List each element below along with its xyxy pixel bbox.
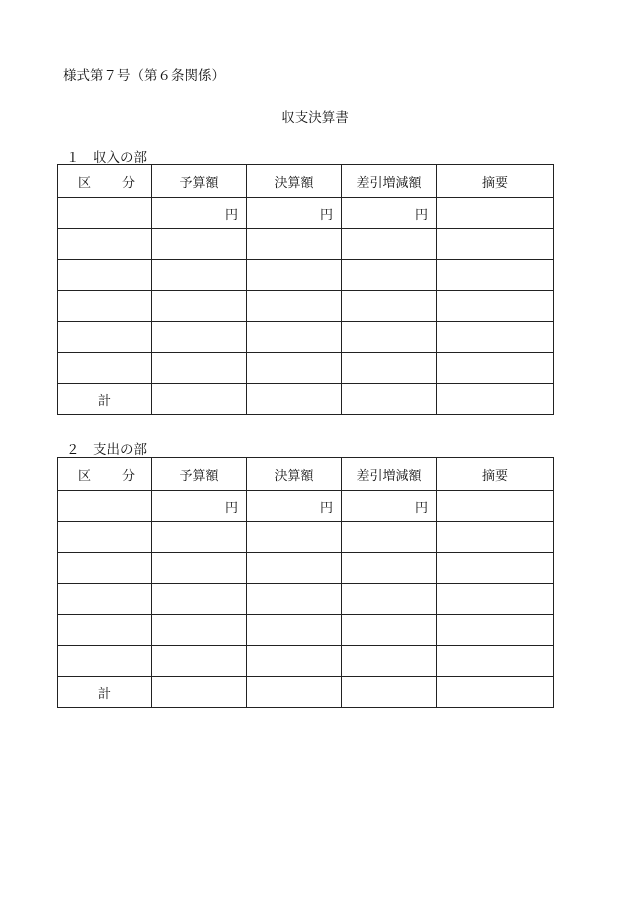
table-row (58, 353, 554, 384)
table-cell[interactable] (58, 522, 152, 553)
unit-cell[interactable]: 円 (152, 198, 247, 229)
table-row (58, 646, 554, 677)
table-cell[interactable] (437, 353, 554, 384)
category-header-right: 分 (121, 468, 135, 484)
table-header-row (58, 458, 554, 491)
expense-table (57, 457, 554, 708)
budget-header: 予算額 (152, 165, 247, 198)
table-cell[interactable] (58, 646, 152, 677)
table-cell[interactable] (58, 291, 152, 322)
table-cell[interactable] (152, 353, 247, 384)
unit-cell[interactable]: 円 (342, 491, 437, 522)
unit-cell[interactable]: 円 (342, 198, 437, 229)
category-header-right: 分 (121, 175, 135, 191)
table-row (58, 291, 554, 322)
difference-header: 差引増減額 (342, 458, 437, 491)
budget-header: 予算額 (152, 458, 247, 491)
table-cell[interactable] (437, 491, 554, 522)
remarks-header: 摘要 (437, 458, 554, 491)
table-cell[interactable] (437, 322, 554, 353)
table-cell[interactable] (152, 260, 247, 291)
total-row (58, 384, 554, 415)
table-cell[interactable] (152, 384, 247, 415)
table-row (58, 491, 554, 522)
table-cell[interactable] (152, 522, 247, 553)
income-table (57, 164, 554, 415)
unit-cell[interactable]: 円 (247, 491, 342, 522)
table-cell[interactable] (437, 260, 554, 291)
unit-cell[interactable]: 円 (152, 491, 247, 522)
table-cell[interactable] (247, 677, 342, 708)
table-cell[interactable] (437, 615, 554, 646)
table-cell[interactable] (437, 198, 554, 229)
income-section-heading: １ 収入の部 (66, 150, 147, 166)
table-cell[interactable] (58, 322, 152, 353)
table-cell[interactable] (437, 291, 554, 322)
unit-cell[interactable]: 円 (247, 198, 342, 229)
table-cell[interactable] (342, 291, 437, 322)
table-cell[interactable] (342, 553, 437, 584)
table-cell[interactable] (152, 322, 247, 353)
table-cell[interactable] (437, 584, 554, 615)
expense-section-heading: ２ 支出の部 (66, 442, 147, 458)
table-cell[interactable] (342, 646, 437, 677)
table-cell[interactable] (437, 646, 554, 677)
table-cell[interactable] (342, 522, 437, 553)
table-cell[interactable] (437, 384, 554, 415)
category-header (58, 458, 152, 491)
table-cell[interactable] (342, 384, 437, 415)
table-cell[interactable] (58, 553, 152, 584)
table-cell[interactable] (437, 553, 554, 584)
table-cell[interactable] (247, 229, 342, 260)
table-cell[interactable] (58, 353, 152, 384)
table-cell[interactable] (247, 615, 342, 646)
table-cell[interactable] (152, 677, 247, 708)
table-row (58, 260, 554, 291)
table-cell[interactable] (247, 322, 342, 353)
table-cell[interactable] (152, 646, 247, 677)
table-row (58, 198, 554, 229)
table-cell[interactable] (247, 646, 342, 677)
table-row (58, 584, 554, 615)
table-cell[interactable] (342, 229, 437, 260)
table-cell[interactable] (342, 677, 437, 708)
total-label: 計 (58, 677, 152, 708)
table-cell[interactable] (437, 677, 554, 708)
table-cell[interactable] (342, 260, 437, 291)
table-cell[interactable] (247, 291, 342, 322)
difference-header: 差引増減額 (342, 165, 437, 198)
table-cell[interactable] (58, 584, 152, 615)
table-row (58, 615, 554, 646)
table-cell[interactable] (247, 553, 342, 584)
table-cell[interactable] (437, 229, 554, 260)
table-cell[interactable] (437, 522, 554, 553)
table-cell[interactable] (247, 353, 342, 384)
total-label: 計 (58, 384, 152, 415)
settlement-header: 決算額 (247, 458, 342, 491)
table-cell[interactable] (152, 291, 247, 322)
table-cell[interactable] (58, 491, 152, 522)
table-row (58, 553, 554, 584)
settlement-header: 決算額 (247, 165, 342, 198)
table-cell[interactable] (152, 615, 247, 646)
table-cell[interactable] (152, 584, 247, 615)
table-row (58, 522, 554, 553)
table-cell[interactable] (58, 260, 152, 291)
table-cell[interactable] (342, 584, 437, 615)
table-cell[interactable] (152, 553, 247, 584)
table-cell[interactable] (247, 522, 342, 553)
table-cell[interactable] (247, 260, 342, 291)
table-cell[interactable] (247, 584, 342, 615)
total-row (58, 677, 554, 708)
category-header-left: 区 (78, 468, 92, 484)
table-row (58, 322, 554, 353)
document-title: 収支決算書 (281, 110, 349, 126)
table-cell[interactable] (152, 229, 247, 260)
form-number: 様式第７号（第６条関係） (63, 68, 225, 84)
table-cell[interactable] (342, 353, 437, 384)
table-header-row (58, 165, 554, 198)
table-cell[interactable] (58, 198, 152, 229)
table-cell[interactable] (58, 229, 152, 260)
remarks-header: 摘要 (437, 165, 554, 198)
category-header-left: 区 (78, 175, 92, 191)
table-cell[interactable] (247, 384, 342, 415)
table-cell[interactable] (342, 615, 437, 646)
category-header (58, 165, 152, 198)
table-cell[interactable] (342, 322, 437, 353)
table-row (58, 229, 554, 260)
table-cell[interactable] (58, 615, 152, 646)
